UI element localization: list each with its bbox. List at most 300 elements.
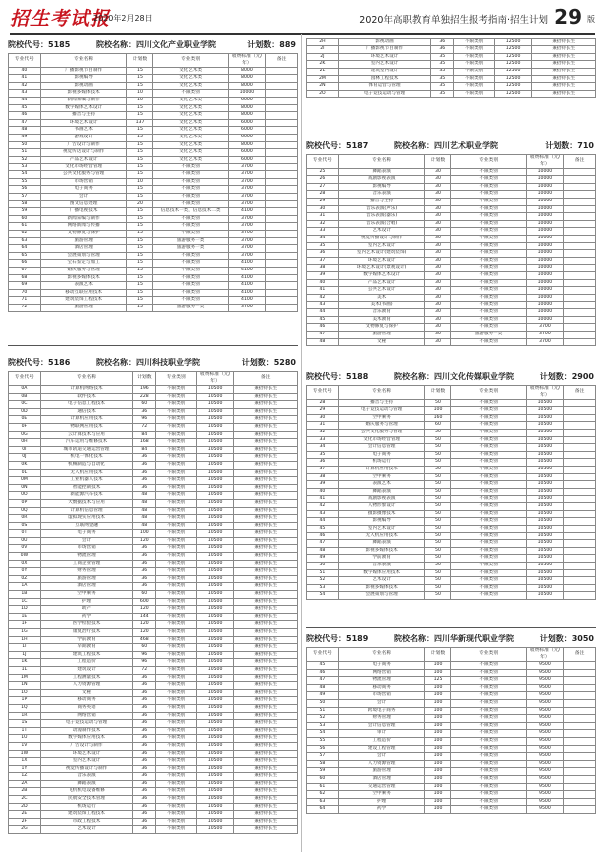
column-header: 收费标准（元/年）	[196, 372, 234, 386]
table-cell: 100	[425, 715, 451, 723]
table-cell: 不限类别	[451, 324, 526, 331]
table-cell: 0B	[9, 393, 41, 401]
table-cell: 468	[133, 636, 156, 644]
table-cell: 无人机应用技术	[338, 533, 425, 540]
table-cell: 57	[9, 193, 41, 200]
table-cell: 3700	[228, 178, 266, 185]
column-header: 专业代号	[9, 54, 41, 68]
column-header: 专业类别	[156, 372, 196, 386]
table-cell: 60	[9, 215, 41, 222]
table-row	[307, 309, 596, 316]
table-cell: 10500	[196, 530, 234, 538]
table-cell: 兼招特长生	[234, 765, 298, 773]
table-cell: 10000	[526, 302, 564, 309]
table-cell: 人力资源管理	[338, 760, 425, 768]
table-cell: 旅游管理	[40, 304, 127, 311]
table-row	[307, 68, 596, 75]
table-cell	[564, 555, 596, 562]
table-cell	[266, 141, 298, 148]
table-cell: 不限类别	[451, 235, 526, 242]
table-row	[307, 183, 596, 190]
table-cell: 52	[9, 156, 41, 163]
table-cell: 12500	[494, 39, 532, 46]
table-header-row	[9, 54, 298, 68]
table-cell: 不限类别	[156, 492, 196, 500]
table-cell	[564, 760, 596, 768]
table-cell: 不限类别	[451, 798, 526, 806]
table-cell: 数字媒体艺术设计	[338, 272, 425, 279]
table-cell: 10500	[196, 568, 234, 576]
table-cell	[564, 481, 596, 488]
table-cell: 不限类别	[156, 537, 196, 545]
table-cell: 36	[133, 484, 156, 492]
table-cell: 10500	[196, 697, 234, 705]
school-quota: 计划数：5280	[241, 358, 296, 367]
table-cell: 44	[9, 97, 41, 104]
table-cell: 园林工程技术	[338, 75, 430, 82]
issue-date: 2020年2月28日	[93, 14, 153, 23]
column-header: 备注	[564, 648, 596, 662]
page-number: 29	[554, 5, 582, 29]
table-cell: 15	[127, 223, 153, 230]
table-cell: 45	[307, 662, 339, 670]
table-cell: 影视多媒体技术	[338, 547, 425, 554]
table-cell: 不限类别	[156, 651, 196, 659]
column-header: 收费标准（元/年）	[526, 155, 564, 169]
table-row	[307, 265, 596, 272]
table-cell: 15	[127, 245, 153, 252]
table-cell: 42	[9, 82, 41, 89]
table-cell: 医学检验技术	[40, 621, 132, 629]
table-cell: 兼招特长生	[234, 750, 298, 758]
table-cell: 36	[133, 408, 156, 416]
table-cell: 市场营销	[40, 545, 132, 553]
table-cell: 64	[307, 806, 339, 814]
table-cell: 12500	[494, 75, 532, 82]
table-cell: 1W	[9, 750, 41, 758]
table-cell: 不限类别	[156, 393, 196, 401]
table-cell: 12500	[494, 61, 532, 68]
table-cell	[564, 279, 596, 286]
table-cell: 兼招特长生	[234, 477, 298, 485]
table-cell: 交通运营管理	[338, 783, 425, 791]
table-cell: 城市轨道交通运营管理	[40, 446, 132, 454]
table-cell: 1T	[9, 727, 41, 735]
table-cell: 64	[9, 245, 41, 252]
table-cell: 不限类别	[451, 436, 526, 443]
table-cell: 不限类别	[153, 201, 228, 208]
table-cell: 0S	[9, 522, 41, 530]
table-cell: 兼招特长生	[234, 712, 298, 720]
table-cell	[564, 422, 596, 429]
table-cell: 12500	[494, 90, 532, 97]
table-cell: 10500	[526, 400, 564, 407]
school-header	[306, 368, 596, 385]
table-cell: 9500	[526, 791, 564, 799]
table-cell: 39	[307, 481, 339, 488]
table-cell: 不限类别	[451, 400, 526, 407]
table-cell: 不限类别	[156, 469, 196, 477]
table-cell: 1M	[9, 674, 41, 682]
column-header: 专业名称	[338, 648, 425, 662]
table-cell	[564, 429, 596, 436]
table-cell: 0U	[9, 537, 41, 545]
table-cell: 机电一体化技术	[40, 454, 132, 462]
table-row	[9, 178, 298, 185]
table-cell: 3700	[526, 324, 564, 331]
table-row	[9, 606, 298, 614]
table-cell: 48	[133, 522, 156, 530]
table-row	[307, 294, 596, 301]
table-cell: 10500	[196, 796, 234, 804]
table-cell	[564, 791, 596, 799]
table-cell: 30	[307, 205, 339, 212]
table-cell	[266, 274, 298, 281]
table-cell: 飞机机电设备维修	[40, 788, 132, 796]
table-cell: 10500	[196, 416, 234, 424]
column-header: 专业代号	[307, 386, 339, 400]
table-row	[9, 811, 298, 819]
table-cell: 不限类别	[454, 68, 494, 75]
table-cell: 财务管理	[40, 568, 132, 576]
table-cell: 51	[307, 569, 339, 576]
table-cell: 表演艺术	[40, 282, 127, 289]
column-header: 专业名称	[40, 372, 132, 386]
table-cell: 10500	[526, 510, 564, 517]
table-cell: 兼招特长生	[234, 788, 298, 796]
table-cell: 50	[425, 473, 451, 480]
table-row	[307, 730, 596, 738]
table-cell: 10500	[196, 758, 234, 766]
table-cell: 50	[425, 429, 451, 436]
section-rule	[306, 627, 596, 628]
table-cell: 2E	[9, 811, 41, 819]
table-cell: 3700	[228, 164, 266, 171]
table-cell: 3700	[228, 171, 266, 178]
table-cell	[266, 289, 298, 296]
table-cell: 不限类别	[156, 644, 196, 652]
table-cell: 文化艺术类	[153, 68, 228, 75]
table-cell: 53	[307, 584, 339, 591]
table-row	[9, 90, 298, 97]
table-row	[307, 220, 596, 227]
table-cell: 15	[127, 186, 153, 193]
table-row	[307, 331, 596, 338]
table-cell: 50	[425, 451, 451, 458]
table-cell: 60	[307, 775, 339, 783]
table-row	[9, 431, 298, 439]
table-cell: 4100	[228, 274, 266, 281]
table-cell: 文秘	[338, 338, 425, 345]
table-cell	[564, 768, 596, 776]
table-cell	[266, 208, 298, 215]
table-cell: 文化艺术类	[153, 119, 228, 126]
table-cell: 15	[127, 164, 153, 171]
table-cell: 2D	[9, 803, 41, 811]
table-cell: 52	[307, 577, 339, 584]
table-cell: 不限类别	[451, 272, 526, 279]
table-cell: 100	[425, 730, 451, 738]
table-row	[9, 773, 298, 781]
table-cell: 不限类别	[156, 613, 196, 621]
table-row	[9, 423, 298, 431]
table-cell	[564, 309, 596, 316]
table-cell: 50	[425, 466, 451, 473]
table-cell: 文化艺术类	[153, 156, 228, 163]
table-cell: 10000	[526, 235, 564, 242]
table-cell: 兼招特长生	[234, 742, 298, 750]
table-cell: 100	[425, 737, 451, 745]
table-row	[9, 245, 298, 252]
table-cell: 15	[127, 297, 153, 304]
table-cell: 舞蹈表演	[338, 540, 425, 547]
table-cell: 30	[425, 191, 451, 198]
table-cell: 42	[307, 294, 339, 301]
table-cell: 不限类别	[451, 265, 526, 272]
table-cell: 不限类别	[454, 39, 494, 46]
table-cell: 不限类别	[451, 496, 526, 503]
table-cell: 物流管理	[40, 553, 132, 561]
table-cell: 10500	[526, 459, 564, 466]
table-cell: 50	[425, 555, 451, 562]
table-cell: 9500	[526, 707, 564, 715]
table-cell: 不限类别	[451, 518, 526, 525]
table-cell: 兼招特长生	[234, 727, 298, 735]
table-cell: 软件技术	[40, 393, 132, 401]
table-cell: 60	[133, 591, 156, 599]
table-cell: 9500	[526, 699, 564, 707]
table-cell: 护理	[338, 798, 425, 806]
table-cell: 旅游管理	[338, 331, 425, 338]
table-cell: 84	[133, 431, 156, 439]
table-cell: 10500	[196, 803, 234, 811]
table-cell: 音乐表演	[40, 773, 132, 781]
table-cell: 云计算技术与应用	[40, 431, 132, 439]
table-cell: 60	[133, 401, 156, 409]
table-cell: 0T	[9, 530, 41, 538]
table-cell: 兼招特长生	[234, 408, 298, 416]
table-row	[9, 68, 298, 75]
table-cell: 15	[127, 267, 153, 274]
table-cell: 不限类别	[156, 750, 196, 758]
table-cell: 96	[133, 416, 156, 424]
table-cell: 15	[127, 127, 153, 134]
table-cell: 影视多媒体技术	[40, 274, 127, 281]
table-cell: 不限类别	[451, 730, 526, 738]
table-row	[307, 525, 596, 532]
table-cell: 50	[425, 459, 451, 466]
table-cell: 舞蹈表演	[40, 780, 132, 788]
table-cell: 体育运营与管理	[338, 83, 430, 90]
table-cell	[564, 400, 596, 407]
table-row	[9, 629, 298, 637]
table-row	[9, 193, 298, 200]
table-cell	[564, 272, 596, 279]
table-cell: 酒店管理	[40, 245, 127, 252]
table-cell: 戏剧影视表演	[338, 496, 425, 503]
table-cell: 广告设计与制作	[40, 742, 132, 750]
table-cell	[564, 287, 596, 294]
table-cell: 兼招特长生	[532, 61, 596, 68]
table-cell: 不限类别	[451, 669, 526, 677]
table-row	[9, 492, 298, 500]
table-cell: 1A	[9, 583, 41, 591]
table-cell: 不限类别	[451, 569, 526, 576]
table-cell: 10500	[196, 598, 234, 606]
table-cell: 10000	[526, 287, 564, 294]
table-cell: 兼招特长生	[234, 598, 298, 606]
column-header: 计划数	[127, 54, 153, 68]
table-cell: 不限类别	[156, 666, 196, 674]
table-row	[307, 213, 596, 220]
table-cell: 50	[425, 510, 451, 517]
table-cell: 兼招特长生	[234, 507, 298, 515]
table-cell: 54	[307, 730, 339, 738]
table-cell: 兼招特长生	[234, 674, 298, 682]
table-cell: 文物修复与保护	[338, 324, 425, 331]
table-cell: 不限类别	[153, 297, 228, 304]
table-cell: 49	[307, 692, 339, 700]
table-cell: 兼招特长生	[234, 697, 298, 705]
table-cell: 10500	[526, 562, 564, 569]
table-cell: 无人机应用技术	[40, 469, 132, 477]
table-row	[9, 568, 298, 576]
table-cell: 36	[133, 674, 156, 682]
table-cell: 环境艺术设计	[338, 257, 425, 264]
table-cell: 10500	[526, 444, 564, 451]
table-cell: 艺术设计	[40, 826, 132, 834]
table-row	[307, 503, 596, 510]
table-cell	[266, 260, 298, 267]
table-cell: 66	[9, 260, 41, 267]
table-cell: 不限类别	[451, 760, 526, 768]
table-cell: 10500	[526, 488, 564, 495]
table-header-row	[9, 372, 298, 386]
table-cell: 10000	[526, 265, 564, 272]
table-cell: 51	[307, 707, 339, 715]
table-cell: 41	[307, 496, 339, 503]
table-row	[9, 454, 298, 462]
table-cell: 文化艺术类	[153, 127, 228, 134]
table-row	[307, 791, 596, 799]
table-row	[9, 499, 298, 507]
table-cell: 50	[307, 699, 339, 707]
table-cell: 196	[133, 386, 156, 394]
table-cell: 10500	[196, 621, 234, 629]
table-row	[9, 530, 298, 538]
table-cell: 1X	[9, 758, 41, 766]
table-cell: 36	[133, 773, 156, 781]
table-cell: 10500	[196, 811, 234, 819]
table-cell: 视觉传播设计与制作	[40, 765, 132, 773]
table-cell: 30	[425, 309, 451, 316]
table-row	[9, 621, 298, 629]
table-cell: 35	[307, 242, 339, 249]
table-cell: 不限类别	[156, 629, 196, 637]
table-cell: 婚庆服务与管理	[338, 422, 425, 429]
table-cell: 不限类别	[451, 783, 526, 791]
table-cell	[564, 331, 596, 338]
table-cell: 室内艺术设计	[40, 758, 132, 766]
table-row	[9, 461, 298, 469]
table-row	[9, 282, 298, 289]
table-cell: 建筑设计	[40, 666, 132, 674]
table-cell: 100	[425, 775, 451, 783]
table-cell: 文化艺术类	[153, 134, 228, 141]
table-cell	[564, 213, 596, 220]
table-cell: 不限类别	[451, 555, 526, 562]
table-row	[9, 735, 298, 743]
table-cell: 36	[133, 545, 156, 553]
table-cell: 2C	[9, 796, 41, 804]
table-cell: 15	[127, 282, 153, 289]
table-cell: 72	[9, 304, 41, 311]
table-cell: 100	[425, 407, 451, 414]
table-row	[9, 598, 298, 606]
table-row	[9, 507, 298, 515]
table-cell: 音乐表演(声乐)	[338, 205, 425, 212]
table-cell: 50	[425, 533, 451, 540]
table-row	[307, 75, 596, 82]
table-cell: 文化艺术类	[153, 112, 228, 119]
table-cell: 600	[133, 598, 156, 606]
table-cell: 36	[133, 788, 156, 796]
table-cell	[564, 699, 596, 707]
table-cell: 兼招特长生	[234, 401, 298, 409]
table-row	[9, 171, 298, 178]
table-cell: 10000	[526, 294, 564, 301]
table-cell: 舞蹈表演	[338, 488, 425, 495]
table-cell: 移动商务	[338, 684, 425, 692]
table-cell: 不限类别	[451, 407, 526, 414]
table-row	[307, 722, 596, 730]
table-cell: 46	[9, 112, 41, 119]
table-cell: 3700	[228, 223, 266, 230]
table-cell: 9500	[526, 684, 564, 692]
table-cell: 0L	[9, 469, 41, 477]
table-cell: 15	[127, 215, 153, 222]
table-cell: 旅游管理	[338, 768, 425, 776]
table-cell: 10500	[526, 436, 564, 443]
table-cell: 药学	[338, 806, 425, 814]
table-row	[307, 444, 596, 451]
table-row	[9, 674, 298, 682]
table-row	[9, 127, 298, 134]
table-cell: 49	[9, 134, 41, 141]
table-cell: 3700	[228, 193, 266, 200]
table-cell: 不限类别	[451, 791, 526, 799]
table-cell: 广播影视节目制作	[338, 46, 430, 53]
table-cell: 30	[425, 294, 451, 301]
table-row	[307, 279, 596, 286]
table-cell: 9500	[526, 669, 564, 677]
table-cell: 50	[425, 525, 451, 532]
table-cell: 不限类别	[451, 540, 526, 547]
table-cell	[564, 242, 596, 249]
table-cell: 36	[133, 796, 156, 804]
school-name: 院校名称：四川文化传媒职业学院	[394, 372, 514, 381]
table-cell: 46	[307, 669, 339, 677]
table-cell: 不限类别	[156, 583, 196, 591]
table-cell: 不限类别	[451, 316, 526, 323]
table-cell: 不限类别	[156, 560, 196, 568]
table-cell: 15	[127, 193, 153, 200]
table-cell: 56	[9, 186, 41, 193]
plan-table	[306, 385, 596, 600]
table-cell: 100	[425, 791, 451, 799]
section-rule	[8, 345, 298, 346]
table-row	[307, 302, 596, 309]
